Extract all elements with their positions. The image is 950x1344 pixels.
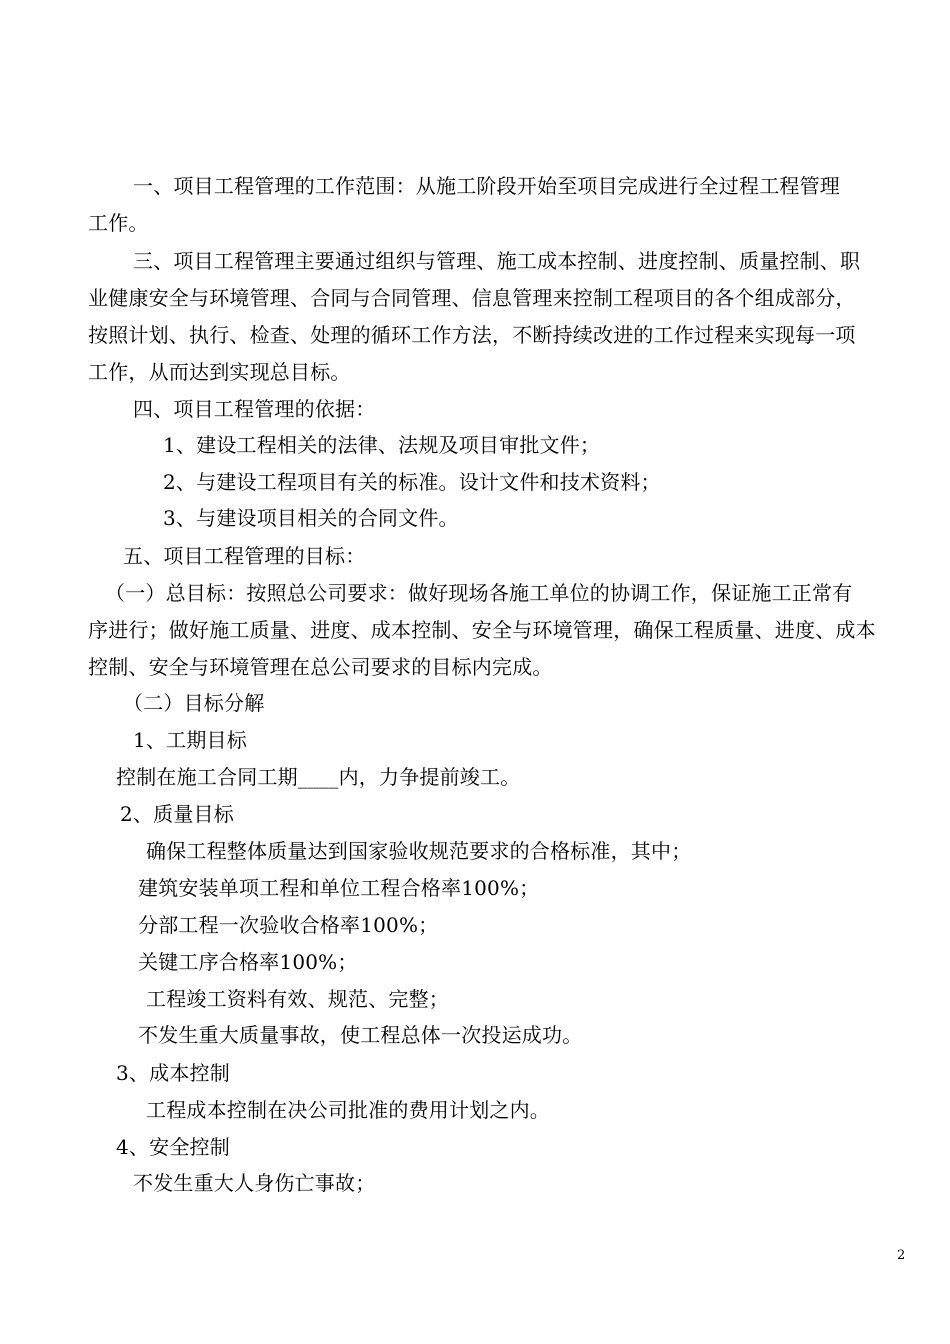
- text-line: 2、质量目标: [120, 802, 234, 826]
- text-line: 4、安全控制: [116, 1135, 230, 1159]
- text-line: 2、与建设工程项目有关的标准。设计文件和技术资料；: [163, 470, 661, 494]
- text-line: 三、项目工程管理主要通过组织与管理、施工成本控制、进度控制、质量控制、职: [133, 249, 861, 273]
- text-line: 不发生重大人身伤亡事故；: [133, 1171, 376, 1195]
- text-line: 关键工序合格率100%；: [138, 950, 358, 974]
- text-line: 分部工程一次验收合格率100%；: [138, 913, 439, 937]
- text-line: 业健康安全与环境管理、合同与合同管理、信息管理来控制工程项目的各个组成部分，: [88, 286, 856, 310]
- text-line: （二）目标分解: [123, 691, 265, 715]
- text-line: 五、项目工程管理的目标：: [123, 544, 366, 568]
- text-line: 工作。: [88, 211, 149, 235]
- text-line: 工作，从而达到实现总目标。: [88, 360, 351, 384]
- text-line: 按照计划、执行、检查、处理的循环工作方法，不断持续改进的工作过程来实现每一项: [88, 323, 856, 347]
- text-line: 确保工程整体质量达到国家验收规范要求的合格标准，其中；: [146, 839, 692, 863]
- text-line: 控制、安全与环境管理在总公司要求的目标内完成。: [88, 655, 553, 679]
- text-line: 控制在施工合同工期____内，力争提前竣工。: [116, 765, 521, 789]
- text-line: 工程成本控制在决公司批准的费用计划之内。: [146, 1098, 550, 1122]
- text-line: 3、成本控制: [116, 1061, 230, 1085]
- text-line: 建筑安装单项工程和单位工程合格率100%；: [138, 876, 540, 900]
- text-line: 不发生重大质量事故，使工程总体一次投运成功。: [138, 1023, 583, 1047]
- text-line: 序进行；做好施工质量、进度、成本控制、安全与环境管理，确保工程质量、进度、成本: [88, 618, 876, 642]
- text-line: （一）总目标：按照总公司要求：做好现场各施工单位的协调工作，保证施工正常有: [105, 581, 853, 605]
- page-number: 2: [897, 1248, 906, 1263]
- text-line: 四、项目工程管理的依据：: [133, 397, 376, 421]
- text-line: 1、建设工程相关的法律、法规及项目审批文件；: [163, 433, 601, 457]
- text-line: 工程竣工资料有效、规范、完整；: [146, 987, 449, 1011]
- text-line: 一、项目工程管理的工作范围：从施工阶段开始至项目完成进行全过程工程管理: [133, 174, 840, 198]
- text-line: 1、工期目标: [133, 728, 247, 752]
- text-line: 3、与建设项目相关的合同文件。: [163, 506, 459, 530]
